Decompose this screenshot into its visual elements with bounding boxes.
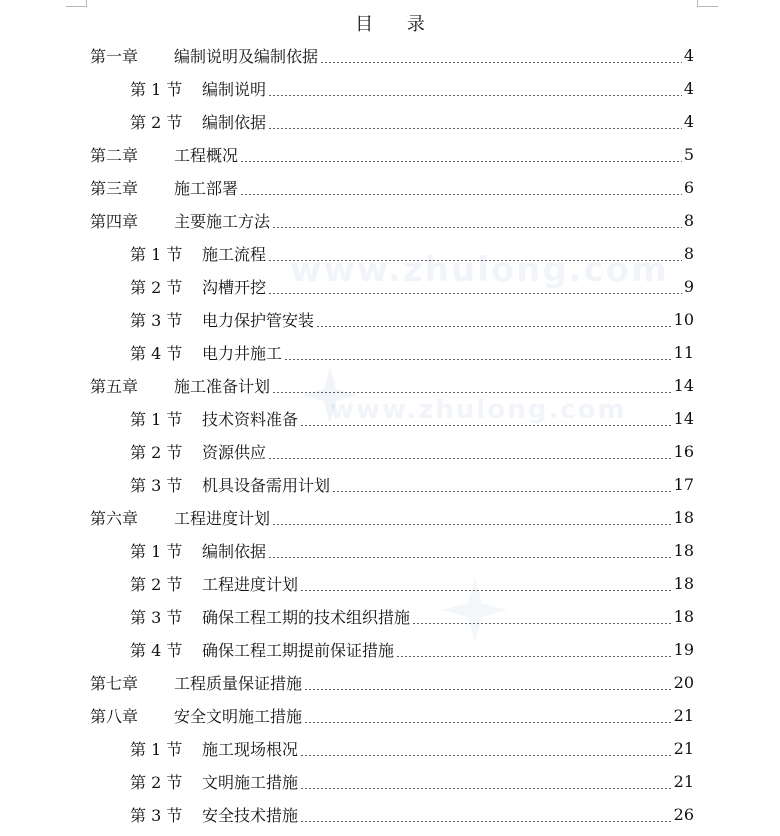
toc-entry-title: 编制说明	[202, 80, 267, 99]
dot-leader	[272, 392, 672, 393]
toc-entry-title: 确保工程工期的技术组织措施	[202, 608, 411, 627]
toc-entry-title: 工程进度计划	[174, 509, 271, 528]
dot-leader	[268, 458, 672, 459]
dot-leader	[316, 326, 672, 327]
toc-entry-section[interactable]	[130, 567, 694, 600]
toc-entry-page-number: 10	[673, 310, 694, 329]
toc-entry-section[interactable]	[130, 270, 694, 303]
toc-entry-title: 主要施工方法	[174, 212, 271, 231]
toc-entry-title: 文明施工措施	[202, 773, 299, 792]
toc-entry-number: 第七章	[90, 674, 139, 693]
toc-entry-title: 施工现场根况	[202, 740, 299, 759]
toc-entry-page-number: 6	[683, 178, 694, 197]
toc-entry-page-number: 17	[673, 475, 694, 494]
toc-entry-page-number: 9	[683, 277, 694, 296]
dot-leader	[300, 821, 672, 822]
toc-entry-section[interactable]	[130, 633, 694, 666]
toc-entry-page-number: 20	[673, 673, 694, 692]
toc-entry-title: 技术资料准备	[202, 410, 299, 429]
toc-entry-number: 第一章	[90, 47, 139, 66]
watermark-text-2: www.zhulong.com	[330, 395, 627, 425]
toc-entry-section[interactable]	[130, 336, 694, 369]
toc-entry-title: 沟槽开挖	[202, 278, 267, 297]
toc-entry-number: 第 2 节	[130, 278, 183, 297]
toc-entry-page-number: 18	[673, 607, 694, 626]
toc-entry-page-number: 5	[683, 145, 694, 164]
toc-entry-section[interactable]	[130, 765, 694, 798]
toc-entry-title: 工程进度计划	[202, 575, 299, 594]
toc-entry-page-number: 18	[673, 508, 694, 527]
dot-leader	[304, 689, 672, 690]
toc-entry-number: 第 3 节	[130, 806, 183, 825]
crop-mark-top-left-horizontal	[66, 6, 87, 7]
dot-leader	[300, 755, 672, 756]
toc-entry-page-number: 4	[683, 46, 694, 65]
toc-entry-section[interactable]	[130, 534, 694, 567]
toc-entry-page-number: 19	[673, 640, 694, 659]
toc-entry-title: 施工部署	[174, 179, 239, 198]
toc-entry-page-number: 18	[673, 574, 694, 593]
dot-leader	[300, 590, 672, 591]
toc-entry-section[interactable]	[130, 237, 694, 270]
toc-entry-page-number: 8	[683, 211, 694, 230]
toc-entry-title: 安全文明施工措施	[174, 707, 303, 726]
toc-entry-title: 确保工程工期提前保证措施	[202, 641, 395, 660]
dot-leader	[240, 194, 682, 195]
toc-entry-chapter[interactable]	[90, 138, 694, 171]
toc-entry-title: 施工准备计划	[174, 377, 271, 396]
toc-entry-number: 第 2 节	[130, 113, 183, 132]
toc-entry-page-number: 21	[673, 706, 694, 725]
toc-entry-title: 安全技术措施	[202, 806, 299, 825]
dot-leader	[240, 161, 682, 162]
toc-entry-title: 资源供应	[202, 443, 267, 462]
toc-entry-number: 第 1 节	[130, 245, 183, 264]
toc-entry-section[interactable]	[130, 732, 694, 765]
dot-leader	[268, 128, 682, 129]
toc-entry-number: 第五章	[90, 377, 139, 396]
toc-entry-title: 编制依据	[202, 113, 267, 132]
crop-mark-top-right-horizontal	[697, 6, 718, 7]
toc-entry-title: 电力井施工	[202, 344, 283, 363]
dot-leader	[300, 425, 672, 426]
dot-leader	[268, 260, 682, 261]
toc-entry-number: 第二章	[90, 146, 139, 165]
toc-entry-number: 第 3 节	[130, 311, 183, 330]
toc-entry-number: 第 3 节	[130, 608, 183, 627]
toc-entry-number: 第 2 节	[130, 773, 183, 792]
toc-entry-number: 第 1 节	[130, 410, 183, 429]
toc-entry-page-number: 18	[673, 541, 694, 560]
toc-entry-number: 第 2 节	[130, 575, 183, 594]
toc-entry-section[interactable]	[130, 600, 694, 633]
toc-entry-number: 第 3 节	[130, 476, 183, 495]
toc-entry-chapter[interactable]	[90, 699, 694, 732]
toc-entry-number: 第 1 节	[130, 740, 183, 759]
toc-entry-title: 机具设备需用计划	[202, 476, 331, 495]
dot-leader	[272, 227, 682, 228]
watermark-text-1: www.zhulong.com	[290, 250, 669, 290]
toc-entry-title: 工程质量保证措施	[174, 674, 303, 693]
toc-entry-chapter[interactable]	[90, 204, 694, 237]
toc-entry-number: 第四章	[90, 212, 139, 231]
toc-entry-number: 第八章	[90, 707, 139, 726]
toc-entry-section[interactable]	[130, 798, 694, 831]
dot-leader	[396, 656, 672, 657]
dot-leader	[320, 62, 682, 63]
toc-entry-number: 第三章	[90, 179, 139, 198]
dot-leader	[412, 623, 672, 624]
toc-entry-number: 第 2 节	[130, 443, 183, 462]
dot-leader	[268, 557, 672, 558]
toc-entry-number: 第六章	[90, 509, 139, 528]
toc-entry-title: 施工流程	[202, 245, 267, 264]
toc-entry-title: 工程概况	[174, 146, 239, 165]
toc-entry-title: 编制依据	[202, 542, 267, 561]
toc-entry-section[interactable]	[130, 303, 694, 336]
toc-entry-section[interactable]	[130, 402, 694, 435]
toc-entry-page-number: 8	[683, 244, 694, 263]
toc-entry-chapter[interactable]	[90, 501, 694, 534]
toc-entry-chapter[interactable]	[90, 39, 694, 72]
toc-entry-page-number: 14	[673, 376, 694, 395]
toc-entry-chapter[interactable]	[90, 666, 694, 699]
dot-leader	[272, 524, 672, 525]
toc-entry-page-number: 4	[683, 112, 694, 131]
dot-leader	[268, 95, 682, 96]
toc-entry-page-number: 21	[673, 739, 694, 758]
dot-leader	[304, 722, 672, 723]
toc-entry-chapter[interactable]	[90, 369, 694, 402]
toc-entry-section[interactable]	[130, 105, 694, 138]
toc-entry-page-number: 21	[673, 772, 694, 791]
toc-entry-title: 电力保护管安装	[202, 311, 315, 330]
toc-title: 目 录	[355, 14, 439, 35]
toc-entry-number: 第 4 节	[130, 641, 183, 660]
toc-entry-title: 编制说明及编制依据	[174, 47, 319, 66]
dot-leader	[332, 491, 672, 492]
toc-entry-page-number: 14	[673, 409, 694, 428]
dot-leader	[300, 788, 672, 789]
toc-entry-page-number: 26	[673, 805, 694, 824]
toc-entry-section[interactable]	[130, 435, 694, 468]
toc-entry-section[interactable]	[130, 468, 694, 501]
dot-leader	[268, 293, 682, 294]
toc-entry-number: 第 4 节	[130, 344, 183, 363]
toc-entry-page-number: 16	[673, 442, 694, 461]
toc-entry-number: 第 1 节	[130, 542, 183, 561]
toc-entry-page-number: 11	[673, 343, 694, 362]
toc-entry-page-number: 4	[683, 79, 694, 98]
toc-entry-chapter[interactable]	[90, 171, 694, 204]
toc-entry-section[interactable]	[130, 72, 694, 105]
toc-entry-number: 第 1 节	[130, 80, 183, 99]
dot-leader	[284, 359, 672, 360]
